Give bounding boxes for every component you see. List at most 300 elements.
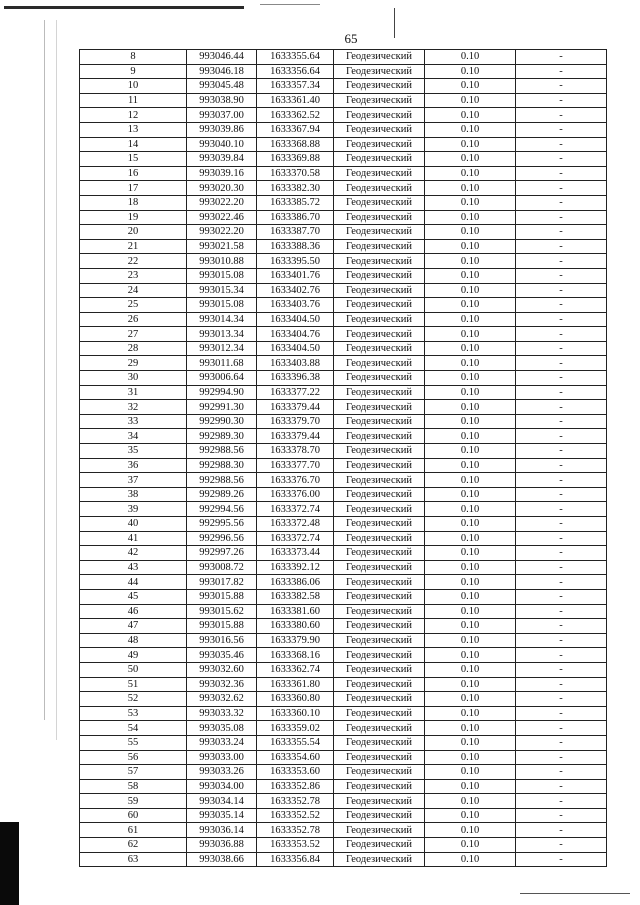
y-coordinate-cell: 1633395.50 — [257, 254, 334, 269]
accuracy-cell: 0.10 — [425, 414, 516, 429]
accuracy-cell: 0.10 — [425, 371, 516, 386]
table-row — [80, 750, 607, 765]
coordinates-table — [79, 49, 607, 867]
accuracy-cell: 0.10 — [425, 225, 516, 240]
y-coordinate-cell: 1633380.60 — [257, 619, 334, 634]
method-cell: Геодезический — [334, 604, 425, 619]
scan-artifact-top-line — [260, 4, 320, 5]
table-row — [80, 210, 607, 225]
accuracy-cell: 0.10 — [425, 604, 516, 619]
table-row — [80, 181, 607, 196]
y-coordinate-cell: 1633404.50 — [257, 312, 334, 327]
y-coordinate-cell: 1633381.60 — [257, 604, 334, 619]
point-number-cell: 41 — [80, 531, 187, 546]
note-cell: - — [516, 458, 607, 473]
x-coordinate-cell: 993015.34 — [187, 283, 257, 298]
accuracy-cell: 0.10 — [425, 721, 516, 736]
table-row — [80, 706, 607, 721]
note-cell: - — [516, 414, 607, 429]
y-coordinate-cell: 1633352.86 — [257, 779, 334, 794]
x-coordinate-cell: 993037.00 — [187, 108, 257, 123]
method-cell: Геодезический — [334, 458, 425, 473]
x-coordinate-cell: 992988.30 — [187, 458, 257, 473]
accuracy-cell: 0.10 — [425, 356, 516, 371]
method-cell: Геодезический — [334, 50, 425, 65]
point-number-cell: 55 — [80, 735, 187, 750]
note-cell: - — [516, 794, 607, 809]
accuracy-cell: 0.10 — [425, 546, 516, 561]
point-number-cell: 18 — [80, 195, 187, 210]
x-coordinate-cell: 993039.84 — [187, 152, 257, 167]
note-cell: - — [516, 195, 607, 210]
y-coordinate-cell: 1633376.00 — [257, 487, 334, 502]
point-number-cell: 44 — [80, 575, 187, 590]
method-cell: Геодезический — [334, 502, 425, 517]
point-number-cell: 23 — [80, 268, 187, 283]
y-coordinate-cell: 1633376.70 — [257, 473, 334, 488]
note-cell: - — [516, 560, 607, 575]
x-coordinate-cell: 993033.24 — [187, 735, 257, 750]
point-number-cell: 34 — [80, 429, 187, 444]
y-coordinate-cell: 1633354.60 — [257, 750, 334, 765]
x-coordinate-cell: 992994.56 — [187, 502, 257, 517]
x-coordinate-cell: 993036.88 — [187, 838, 257, 853]
method-cell: Геодезический — [334, 166, 425, 181]
x-coordinate-cell: 993020.30 — [187, 181, 257, 196]
table-row — [80, 122, 607, 137]
accuracy-cell: 0.10 — [425, 429, 516, 444]
note-cell: - — [516, 283, 607, 298]
table-row — [80, 838, 607, 853]
x-coordinate-cell: 993006.64 — [187, 371, 257, 386]
method-cell: Геодезический — [334, 619, 425, 634]
y-coordinate-cell: 1633382.30 — [257, 181, 334, 196]
table-row — [80, 239, 607, 254]
x-coordinate-cell: 993013.34 — [187, 327, 257, 342]
note-cell: - — [516, 531, 607, 546]
note-cell: - — [516, 779, 607, 794]
y-coordinate-cell: 1633403.88 — [257, 356, 334, 371]
accuracy-cell: 0.10 — [425, 195, 516, 210]
y-coordinate-cell: 1633392.12 — [257, 560, 334, 575]
accuracy-cell: 0.10 — [425, 181, 516, 196]
method-cell: Геодезический — [334, 546, 425, 561]
accuracy-cell: 0.10 — [425, 341, 516, 356]
table-row — [80, 487, 607, 502]
table-row — [80, 692, 607, 707]
point-number-cell: 11 — [80, 93, 187, 108]
point-number-cell: 59 — [80, 794, 187, 809]
y-coordinate-cell: 1633379.44 — [257, 429, 334, 444]
method-cell: Геодезический — [334, 662, 425, 677]
point-number-cell: 38 — [80, 487, 187, 502]
y-coordinate-cell: 1633404.76 — [257, 327, 334, 342]
accuracy-cell: 0.10 — [425, 531, 516, 546]
table-row — [80, 225, 607, 240]
x-coordinate-cell: 992997.26 — [187, 546, 257, 561]
point-number-cell: 43 — [80, 560, 187, 575]
accuracy-cell: 0.10 — [425, 122, 516, 137]
method-cell: Геодезический — [334, 677, 425, 692]
method-cell: Геодезический — [334, 371, 425, 386]
note-cell: - — [516, 108, 607, 123]
note-cell: - — [516, 589, 607, 604]
y-coordinate-cell: 1633387.70 — [257, 225, 334, 240]
point-number-cell: 28 — [80, 341, 187, 356]
x-coordinate-cell: 992996.56 — [187, 531, 257, 546]
x-coordinate-cell: 993034.00 — [187, 779, 257, 794]
table-row — [80, 93, 607, 108]
method-cell: Геодезический — [334, 429, 425, 444]
method-cell: Геодезический — [334, 823, 425, 838]
x-coordinate-cell: 993032.60 — [187, 662, 257, 677]
point-number-cell: 10 — [80, 79, 187, 94]
method-cell: Геодезический — [334, 137, 425, 152]
table-row — [80, 765, 607, 780]
accuracy-cell: 0.10 — [425, 794, 516, 809]
method-cell: Геодезический — [334, 298, 425, 313]
x-coordinate-cell: 993015.08 — [187, 268, 257, 283]
accuracy-cell: 0.10 — [425, 50, 516, 65]
point-number-cell: 35 — [80, 444, 187, 459]
x-coordinate-cell: 993015.62 — [187, 604, 257, 619]
accuracy-cell: 0.10 — [425, 662, 516, 677]
point-number-cell: 21 — [80, 239, 187, 254]
y-coordinate-cell: 1633378.70 — [257, 444, 334, 459]
point-number-cell: 17 — [80, 181, 187, 196]
x-coordinate-cell: 993017.82 — [187, 575, 257, 590]
table-row — [80, 575, 607, 590]
method-cell: Геодезический — [334, 575, 425, 590]
method-cell: Геодезический — [334, 312, 425, 327]
table-row — [80, 108, 607, 123]
point-number-cell: 54 — [80, 721, 187, 736]
table-row — [80, 341, 607, 356]
y-coordinate-cell: 1633353.52 — [257, 838, 334, 853]
accuracy-cell: 0.10 — [425, 779, 516, 794]
x-coordinate-cell: 993012.34 — [187, 341, 257, 356]
method-cell: Геодезический — [334, 283, 425, 298]
point-number-cell: 47 — [80, 619, 187, 634]
table-row — [80, 779, 607, 794]
table-row — [80, 560, 607, 575]
method-cell: Геодезический — [334, 765, 425, 780]
x-coordinate-cell: 993010.88 — [187, 254, 257, 269]
y-coordinate-cell: 1633372.74 — [257, 531, 334, 546]
x-coordinate-cell: 993022.46 — [187, 210, 257, 225]
y-coordinate-cell: 1633357.34 — [257, 79, 334, 94]
table-row — [80, 604, 607, 619]
y-coordinate-cell: 1633367.94 — [257, 122, 334, 137]
method-cell: Геодезический — [334, 341, 425, 356]
accuracy-cell: 0.10 — [425, 210, 516, 225]
x-coordinate-cell: 993022.20 — [187, 225, 257, 240]
x-coordinate-cell: 993033.00 — [187, 750, 257, 765]
table-row — [80, 794, 607, 809]
x-coordinate-cell: 993008.72 — [187, 560, 257, 575]
accuracy-cell: 0.10 — [425, 137, 516, 152]
table-row — [80, 268, 607, 283]
accuracy-cell: 0.10 — [425, 517, 516, 532]
y-coordinate-cell: 1633372.48 — [257, 517, 334, 532]
x-coordinate-cell: 992988.56 — [187, 473, 257, 488]
note-cell: - — [516, 50, 607, 65]
x-coordinate-cell: 993033.32 — [187, 706, 257, 721]
x-coordinate-cell: 993045.48 — [187, 79, 257, 94]
y-coordinate-cell: 1633355.54 — [257, 735, 334, 750]
note-cell: - — [516, 692, 607, 707]
accuracy-cell: 0.10 — [425, 619, 516, 634]
note-cell: - — [516, 706, 607, 721]
point-number-cell: 52 — [80, 692, 187, 707]
table-row — [80, 444, 607, 459]
point-number-cell: 27 — [80, 327, 187, 342]
x-coordinate-cell: 993035.08 — [187, 721, 257, 736]
point-number-cell: 40 — [80, 517, 187, 532]
x-coordinate-cell: 992989.26 — [187, 487, 257, 502]
note-cell: - — [516, 429, 607, 444]
y-coordinate-cell: 1633360.10 — [257, 706, 334, 721]
x-coordinate-cell: 993021.58 — [187, 239, 257, 254]
y-coordinate-cell: 1633353.60 — [257, 765, 334, 780]
point-number-cell: 57 — [80, 765, 187, 780]
y-coordinate-cell: 1633352.52 — [257, 808, 334, 823]
note-cell: - — [516, 473, 607, 488]
accuracy-cell: 0.10 — [425, 838, 516, 853]
y-coordinate-cell: 1633356.64 — [257, 64, 334, 79]
table-row — [80, 356, 607, 371]
x-coordinate-cell: 993046.44 — [187, 50, 257, 65]
point-number-cell: 37 — [80, 473, 187, 488]
method-cell: Геодезический — [334, 356, 425, 371]
note-cell: - — [516, 225, 607, 240]
method-cell: Геодезический — [334, 327, 425, 342]
note-cell: - — [516, 181, 607, 196]
x-coordinate-cell: 992995.56 — [187, 517, 257, 532]
table-row — [80, 312, 607, 327]
note-cell: - — [516, 765, 607, 780]
scan-artifact-binding-shadow — [0, 822, 19, 905]
accuracy-cell: 0.10 — [425, 254, 516, 269]
x-coordinate-cell: 993032.62 — [187, 692, 257, 707]
note-cell: - — [516, 604, 607, 619]
x-coordinate-cell: 992989.30 — [187, 429, 257, 444]
table-row — [80, 546, 607, 561]
table-row — [80, 254, 607, 269]
accuracy-cell: 0.10 — [425, 458, 516, 473]
accuracy-cell: 0.10 — [425, 268, 516, 283]
y-coordinate-cell: 1633402.76 — [257, 283, 334, 298]
note-cell: - — [516, 64, 607, 79]
accuracy-cell: 0.10 — [425, 589, 516, 604]
scan-artifact-mark — [394, 8, 395, 38]
note-cell: - — [516, 619, 607, 634]
method-cell: Геодезический — [334, 487, 425, 502]
table-row — [80, 502, 607, 517]
method-cell: Геодезический — [334, 560, 425, 575]
x-coordinate-cell: 993015.88 — [187, 619, 257, 634]
method-cell: Геодезический — [334, 268, 425, 283]
method-cell: Геодезический — [334, 400, 425, 415]
point-number-cell: 51 — [80, 677, 187, 692]
accuracy-cell: 0.10 — [425, 152, 516, 167]
point-number-cell: 39 — [80, 502, 187, 517]
scan-artifact-top-line — [4, 6, 244, 9]
x-coordinate-cell: 993036.14 — [187, 823, 257, 838]
x-coordinate-cell: 993040.10 — [187, 137, 257, 152]
y-coordinate-cell: 1633373.44 — [257, 546, 334, 561]
y-coordinate-cell: 1633386.06 — [257, 575, 334, 590]
accuracy-cell: 0.10 — [425, 633, 516, 648]
point-number-cell: 63 — [80, 852, 187, 867]
point-number-cell: 46 — [80, 604, 187, 619]
note-cell: - — [516, 721, 607, 736]
accuracy-cell: 0.10 — [425, 473, 516, 488]
accuracy-cell: 0.10 — [425, 560, 516, 575]
coordinates-table-body — [80, 50, 607, 867]
y-coordinate-cell: 1633386.70 — [257, 210, 334, 225]
method-cell: Геодезический — [334, 721, 425, 736]
note-cell: - — [516, 152, 607, 167]
note-cell: - — [516, 444, 607, 459]
accuracy-cell: 0.10 — [425, 823, 516, 838]
y-coordinate-cell: 1633352.78 — [257, 794, 334, 809]
point-number-cell: 19 — [80, 210, 187, 225]
x-coordinate-cell: 993016.56 — [187, 633, 257, 648]
y-coordinate-cell: 1633368.88 — [257, 137, 334, 152]
point-number-cell: 36 — [80, 458, 187, 473]
table-row — [80, 808, 607, 823]
method-cell: Геодезический — [334, 79, 425, 94]
method-cell: Геодезический — [334, 838, 425, 853]
x-coordinate-cell: 993046.18 — [187, 64, 257, 79]
x-coordinate-cell: 993038.66 — [187, 852, 257, 867]
accuracy-cell: 0.10 — [425, 327, 516, 342]
note-cell: - — [516, 517, 607, 532]
accuracy-cell: 0.10 — [425, 283, 516, 298]
table-row — [80, 633, 607, 648]
note-cell: - — [516, 575, 607, 590]
x-coordinate-cell: 993033.26 — [187, 765, 257, 780]
note-cell: - — [516, 239, 607, 254]
table-row — [80, 473, 607, 488]
x-coordinate-cell: 993034.14 — [187, 794, 257, 809]
y-coordinate-cell: 1633385.72 — [257, 195, 334, 210]
y-coordinate-cell: 1633388.36 — [257, 239, 334, 254]
note-cell: - — [516, 546, 607, 561]
point-number-cell: 31 — [80, 385, 187, 400]
y-coordinate-cell: 1633359.02 — [257, 721, 334, 736]
note-cell: - — [516, 648, 607, 663]
y-coordinate-cell: 1633396.38 — [257, 371, 334, 386]
point-number-cell: 15 — [80, 152, 187, 167]
method-cell: Геодезический — [334, 473, 425, 488]
method-cell: Геодезический — [334, 779, 425, 794]
table-row — [80, 371, 607, 386]
scan-artifact-bottom-line — [520, 893, 630, 894]
table-row — [80, 662, 607, 677]
point-number-cell: 22 — [80, 254, 187, 269]
y-coordinate-cell: 1633377.22 — [257, 385, 334, 400]
accuracy-cell: 0.10 — [425, 166, 516, 181]
y-coordinate-cell: 1633362.74 — [257, 662, 334, 677]
method-cell: Геодезический — [334, 444, 425, 459]
x-coordinate-cell: 993014.34 — [187, 312, 257, 327]
table-row — [80, 298, 607, 313]
point-number-cell: 29 — [80, 356, 187, 371]
method-cell: Геодезический — [334, 385, 425, 400]
accuracy-cell: 0.10 — [425, 64, 516, 79]
table-row — [80, 400, 607, 415]
method-cell: Геодезический — [334, 93, 425, 108]
table-row — [80, 327, 607, 342]
accuracy-cell: 0.10 — [425, 385, 516, 400]
method-cell: Геодезический — [334, 692, 425, 707]
method-cell: Геодезический — [334, 633, 425, 648]
y-coordinate-cell: 1633368.16 — [257, 648, 334, 663]
y-coordinate-cell: 1633379.70 — [257, 414, 334, 429]
x-coordinate-cell: 992994.90 — [187, 385, 257, 400]
table-row — [80, 458, 607, 473]
accuracy-cell: 0.10 — [425, 852, 516, 867]
method-cell: Геодезический — [334, 108, 425, 123]
x-coordinate-cell: 993039.86 — [187, 122, 257, 137]
y-coordinate-cell: 1633379.44 — [257, 400, 334, 415]
x-coordinate-cell: 993022.20 — [187, 195, 257, 210]
table-row — [80, 823, 607, 838]
point-number-cell: 24 — [80, 283, 187, 298]
table-row — [80, 137, 607, 152]
method-cell: Геодезический — [334, 648, 425, 663]
note-cell: - — [516, 371, 607, 386]
x-coordinate-cell: 993015.88 — [187, 589, 257, 604]
table-row — [80, 517, 607, 532]
y-coordinate-cell: 1633377.70 — [257, 458, 334, 473]
point-number-cell: 50 — [80, 662, 187, 677]
accuracy-cell: 0.10 — [425, 735, 516, 750]
method-cell: Геодезический — [334, 794, 425, 809]
table-row — [80, 619, 607, 634]
point-number-cell: 25 — [80, 298, 187, 313]
point-number-cell: 30 — [80, 371, 187, 386]
method-cell: Геодезический — [334, 254, 425, 269]
x-coordinate-cell: 993011.68 — [187, 356, 257, 371]
table-row — [80, 735, 607, 750]
accuracy-cell: 0.10 — [425, 765, 516, 780]
y-coordinate-cell: 1633360.80 — [257, 692, 334, 707]
note-cell: - — [516, 298, 607, 313]
note-cell: - — [516, 502, 607, 517]
page-number: 65 — [344, 31, 358, 46]
point-number-cell: 60 — [80, 808, 187, 823]
method-cell: Геодезический — [334, 122, 425, 137]
y-coordinate-cell: 1633403.76 — [257, 298, 334, 313]
x-coordinate-cell: 992988.56 — [187, 444, 257, 459]
point-number-cell: 16 — [80, 166, 187, 181]
x-coordinate-cell: 993038.90 — [187, 93, 257, 108]
note-cell: - — [516, 79, 607, 94]
table-row — [80, 414, 607, 429]
method-cell: Геодезический — [334, 210, 425, 225]
accuracy-cell: 0.10 — [425, 808, 516, 823]
method-cell: Геодезический — [334, 852, 425, 867]
note-cell: - — [516, 356, 607, 371]
y-coordinate-cell: 1633379.90 — [257, 633, 334, 648]
table-row — [80, 79, 607, 94]
y-coordinate-cell: 1633361.80 — [257, 677, 334, 692]
method-cell: Геодезический — [334, 225, 425, 240]
point-number-cell: 58 — [80, 779, 187, 794]
